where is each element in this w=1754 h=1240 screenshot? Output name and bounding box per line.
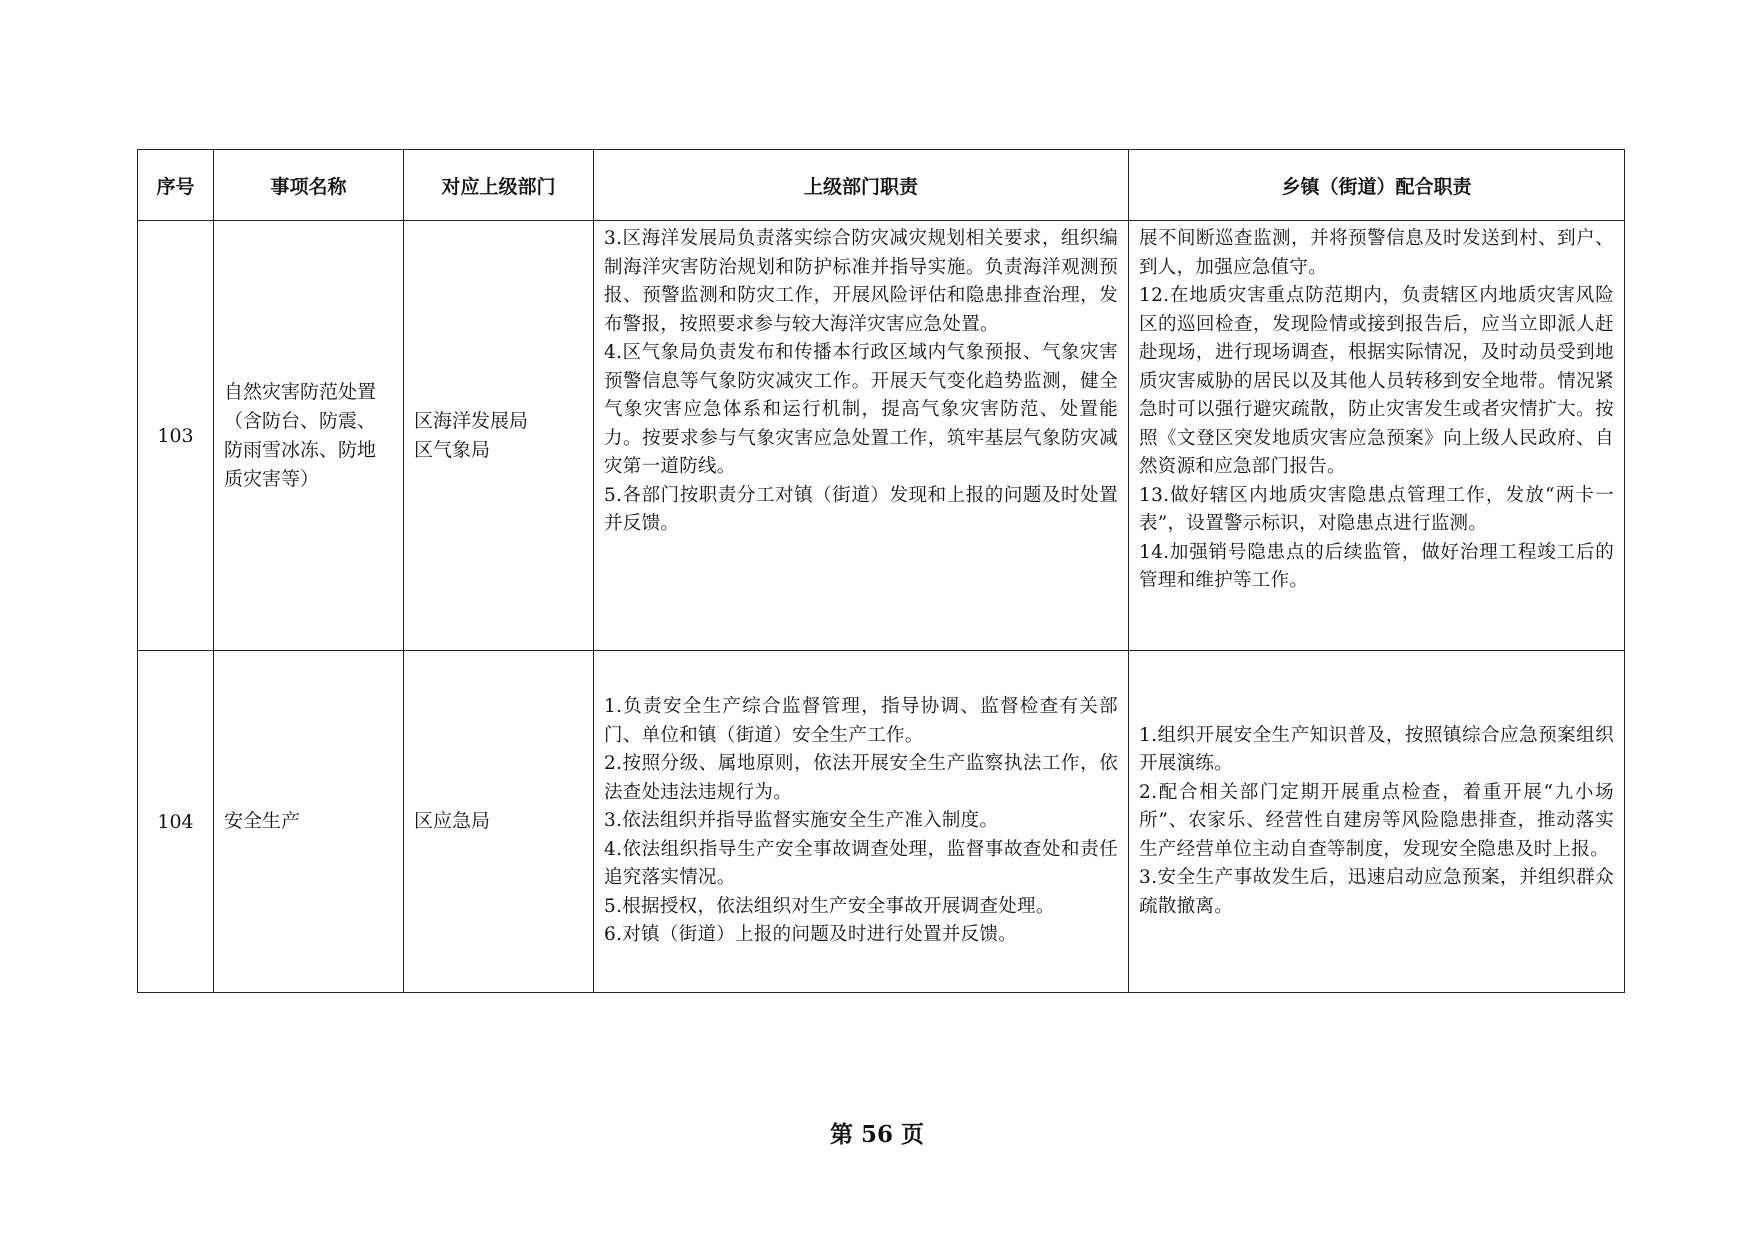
row-item-name: 自然灾害防范处置（含防台、防震、防雨雪冰冻、防地质灾害等） (214, 221, 404, 651)
duty-paragraph: 2.按照分级、属地原则，依法开展安全生产监察执法工作，依法查处违法违规行为。 (604, 753, 1118, 803)
department-name: 区海洋发展局 (414, 409, 529, 432)
duty-paragraph: 13.做好辖区内地质灾害隐患点管理工作，发放“两卡一表”，设置警示标识，对隐患点进行监测。 (1139, 484, 1614, 534)
duty-paragraph: 3.依法组织并指导监督实施安全生产准入制度。 (604, 810, 999, 832)
responsibility-table (137, 149, 1625, 993)
header-upper-duties: 上级部门职责 (594, 150, 1129, 221)
row-town-duties (1129, 221, 1625, 651)
row-item-name: 安全生产 (214, 651, 404, 993)
duty-paragraph: 4.依法组织指导生产安全事故调查处理，监督事故查处和责任追究落实情况。 (604, 838, 1118, 889)
duty-paragraph: 3.区海洋发展局负责落实综合防灾减灾规划相关要求，组织编制海洋灾害防治规划和防护标准并指导实施。负责海洋观测预报、预警监测和防灾工作，开展风险评估和隐患排查治理，发布警报，按照要求参与较大海洋灾害应急处置。 (604, 228, 1118, 335)
duty-paragraph: 2.配合相关部门定期开展重点检查，着重开展“九小场所”、农家乐、经营性自建房等风险隐患排查，推动落实生产经营单位主动自查等制度，发现安全隐患及时上报。 (1139, 781, 1614, 860)
duty-paragraph: 1.负责安全生产综合监督管理，指导协调、监督检查有关部门、单位和镇（街道）安全生产工作。 (604, 696, 1118, 746)
duty-paragraph: 5.各部门按职责分工对镇（街道）发现和上报的问题及时处置并反馈。 (604, 484, 1118, 534)
department-name: 区应急局 (414, 810, 491, 832)
duty-paragraph: 14.加强销号隐患点的后续监管，做好治理工程竣工后的管理和维护等工作。 (1139, 541, 1614, 591)
row-town-duties (1129, 651, 1625, 993)
duty-paragraph: 6.对镇（街道）上报的问题及时进行处置并反馈。 (604, 924, 1018, 946)
duty-paragraph: 展不间断巡查监测，并将预警信息及时发送到村、到户、到人，加强应急值守。 (1139, 228, 1614, 278)
row-serial: 103 (138, 221, 214, 651)
duty-paragraph: 1.组织开展安全生产知识普及，按照镇综合应急预案组织开展演练。 (1139, 724, 1614, 775)
duty-paragraph: 5.根据授权，依法组织对生产安全事故开展调查处理。 (604, 895, 1055, 917)
row-serial: 104 (138, 651, 214, 993)
header-department: 对应上级部门 (404, 150, 594, 221)
department-name: 区气象局 (414, 438, 491, 461)
table-header-row (138, 150, 1625, 221)
header-town-duties: 乡镇（街道）配合职责 (1129, 150, 1625, 221)
page-number: 第 56 页 (829, 1121, 925, 1148)
row-department (404, 221, 594, 651)
duty-paragraph: 12.在地质灾害重点防范期内，负责辖区内地质灾害风险区的巡回检查，发现险情或接到报告后，应当立即派人赶赴现场，进行现场调查，根据实际情况，及时动员受到地质灾害威胁的居民以及其他人员转移到安全地带。情况紧急时可以强行避灾疏散，防止灾害发生或者灾情扩大。按照《文登区突发地质灾害应急预案》向上级人民政府、自然资源和应急部门报告。 (1139, 285, 1614, 477)
duty-paragraph: 4.区气象局负责发布和传播本行政区域内气象预报、气象灾害预警信息等气象防灾减灾工作。开展天气变化趋势监测，健全气象灾害应急体系和运行机制，提高气象灾害防范、处置能力。按要求参与气象灾害应急处置工作，筑牢基层气象防灾减灾第一道防线。 (604, 342, 1118, 477)
table-row (138, 651, 1625, 993)
row-upper-duties (594, 221, 1129, 651)
duty-paragraph: 3.安全生产事故发生后，迅速启动应急预案，并组织群众疏散撤离。 (1139, 867, 1614, 917)
row-upper-duties (594, 651, 1129, 993)
header-item-name: 事项名称 (214, 150, 404, 221)
row-department (404, 651, 594, 993)
table-row (138, 221, 1625, 651)
header-serial: 序号 (138, 150, 214, 221)
